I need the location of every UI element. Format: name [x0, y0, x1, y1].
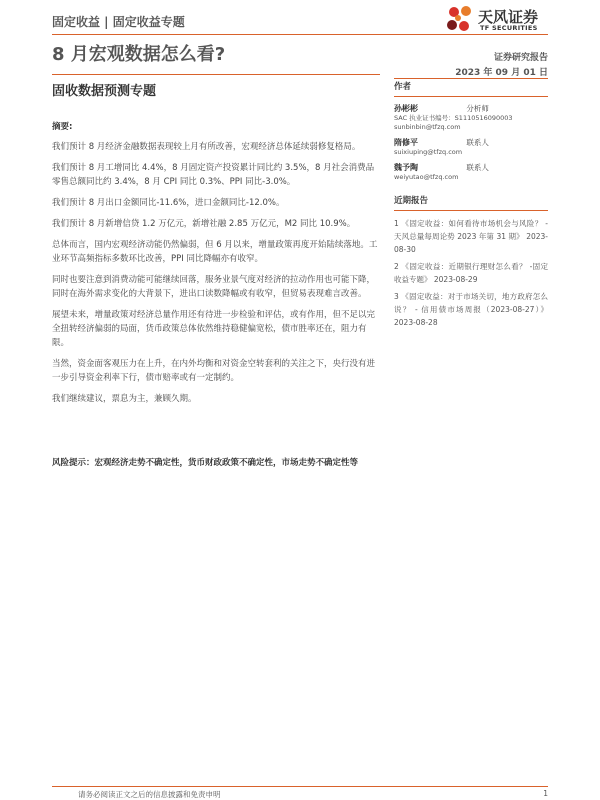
summary-paragraph: 当然，资金面客观压力在上升，在内外均衡和对资金空转套利的关注之下，央行没有进一步引导资金利率下行，债市赔率或有一定制约。	[52, 359, 376, 383]
author-role: 分析师	[466, 104, 489, 113]
header-divider	[52, 34, 548, 35]
summary-paragraph: 我们预计 8 月新增信贷 1.2 万亿元，新增社融 2.85 万亿元，M2 同比 10.9%。	[52, 219, 356, 229]
author-entry	[394, 103, 548, 132]
footer-divider	[52, 786, 548, 787]
author-entry	[394, 137, 548, 157]
header-category: 固定收益 | 固定收益专题	[52, 15, 185, 29]
author-name: 孙彬彬	[394, 104, 418, 113]
summary-paragraph: 总体而言，国内宏观经济动能仍然偏弱，但 6 月以来，增量政策再度开始陆续落地。工业环节高频指标多数环比改善，PPI 同比降幅亦有收窄。	[52, 240, 378, 264]
risk-warning: 风险提示：宏观经济走势不确定性，货币财政政策不确定性，市场走势不确定性等	[52, 458, 359, 468]
summary-paragraph: 我们预计 8 月工增同比 4.4%，8 月固定资产投资累计同比约 3.5%，8 月社会消费品零售总额同比约 3.4%，8 月 CPI 同比 0.3%、PPI 同比-3.0%。	[52, 163, 375, 187]
report-type: 证券研究报告	[493, 53, 548, 63]
tf-logo-icon	[444, 4, 480, 38]
author-name: 隋修平	[394, 138, 418, 147]
author-email[interactable]: suixiuping@tfzq.com	[394, 148, 463, 156]
authors-heading: 作者	[394, 82, 412, 92]
author-email[interactable]: weiyutao@tfzq.com	[394, 173, 459, 181]
recent-reports-heading: 近期报告	[394, 196, 429, 206]
sidebar-divider	[394, 78, 548, 79]
page-number: 1	[543, 789, 548, 798]
document-title: 8 月宏观数据怎么看?	[52, 44, 226, 65]
summary-heading: 摘要:	[52, 122, 73, 132]
author-role: 联系人	[466, 163, 489, 172]
summary-paragraph: 我们继续建议，票息为主，兼顾久期。	[52, 394, 197, 404]
report-date: 2023 年 09 月 01 日	[455, 68, 548, 78]
author-role: 联系人	[466, 138, 489, 147]
recent-reports-divider	[394, 210, 548, 211]
logo-text: 天风证券	[478, 8, 539, 26]
summary-section	[52, 120, 382, 413]
summary-paragraph: 我们预计 8 月经济金融数据表现较上月有所改善，宏观经济总体延续弱修复格局。	[52, 142, 361, 152]
author-email[interactable]: sunbinbin@tfzq.com	[394, 123, 461, 131]
author-license: SAC 执业证书编号：S1110516090003	[394, 114, 513, 122]
summary-paragraph: 展望未来，增量政策对经济总量作用还有待进一步检验和评估，或有作用，但不足以完全扭转经济偏弱的局面，货币政策总体依然维持稳健偏宽松，债市胜率还在，阻力有限。	[52, 310, 376, 348]
recent-report-link[interactable]: 3 《固定收益：对于市场关切，地方政府怎么说？ - 信用债市场周报（2023-08-27）》 2023-08-28	[394, 292, 548, 327]
recent-report-link[interactable]: 2 《固定收益：近期银行理财怎么看？ -固定收益专题》 2023-08-29	[394, 262, 548, 284]
summary-paragraph: 同时也要注意到消费动能可能继续回落，服务业景气度对经济的拉动作用也可能下降，同时在海外需求变化的大背景下，进出口读数降幅或有收窄，但贸易表现难言改善。	[52, 275, 376, 299]
document-subtitle: 固收数据预测专题	[52, 84, 157, 99]
sidebar	[394, 80, 548, 333]
summary-paragraph: 我们预计 8 月出口金额同比-11.6%，进口金额同比-12.0%。	[52, 198, 285, 208]
authors-divider	[394, 96, 548, 97]
author-entry	[394, 162, 548, 182]
title-divider	[52, 74, 380, 75]
recent-report-link[interactable]: 1 《固定收益：如何看待市场机会与风险？ -天风总量每周论势 2023 年第 31 期》 2023-08-30	[394, 219, 548, 254]
logo-subtext: TF SECURITIES	[480, 24, 538, 32]
footer-disclaimer: 请务必阅读正文之后的信息披露和免责申明	[78, 790, 221, 799]
author-name: 魏予陶	[394, 163, 418, 172]
recent-reports	[394, 194, 548, 329]
